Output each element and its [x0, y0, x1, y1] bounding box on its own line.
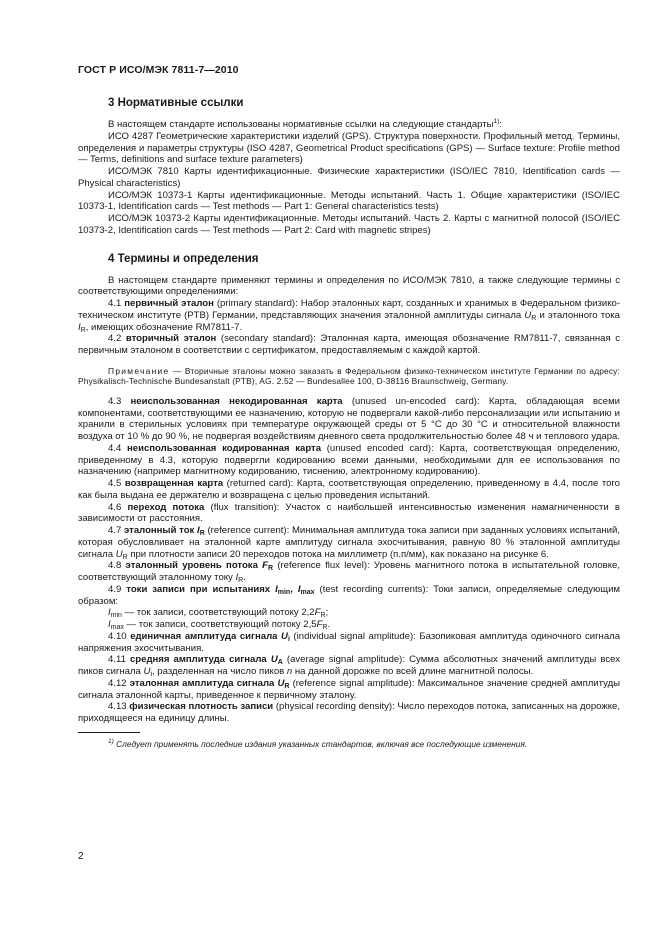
term-4-9-line-min: $I_{min}$ — ток записи, соответствующий потоку $2,2F_R$;: [108, 607, 329, 620]
page-number: 2: [78, 851, 84, 862]
reference-iso-4287: ИСО 4287 Геометрические характеристики изделий (GPS). Структура поверхности. Профильный метод. Термины, определения и параметры структуры (ISO 4287, Geometrical Product specifications (GPS) — Surface texture: Profile method — Terms, definitions and surface texture parameters): [78, 130, 620, 166]
term-4-10: 4.10 единичная амплитуда сигнала $U_i$ (individual signal amplitude): Базопиковая амплитуда одиночного сигнала напряжения эхосчитывания.: [78, 630, 621, 654]
term-4-9: 4.9 токи записи при испытаниях $I_{min}$, $I_{max}$ (test recording currents): Токи записи, определяемые следующим образом:: [78, 583, 620, 607]
term-4-13: 4.13 физическая плотность записи (physical recording density): Число переходов потока, записанных на дорожке, приходящееся на единицу длины.: [78, 701, 620, 724]
section-4-intro: В настоящем стандарте применяют термины и определения по ИСО/МЭК 7810, а также следующие термины с соответствующими определениями:: [78, 274, 620, 298]
footnote-divider: [78, 732, 140, 733]
section-3-heading: 3 Нормативные ссылки: [108, 97, 244, 109]
section-3-intro: В настоящем стандарте использованы нормативные ссылки на следующие стандарты$^{1)}$:: [108, 118, 502, 130]
term-4-7: 4.7 эталонный ток $I_R$ (reference current): Минимальная амплитуда тока записи при заданных условиях испытаний, которая обусловливает на эталонной карте амплитуду сигнала эхосчитывания, равную 80 % эталонной амплитуды сигнала $U_R$ при плотности записи 20 переходов потока на миллиметр (п.п/мм), как показано на рисунке 6.: [78, 525, 620, 561]
footnote: $^{1)}$ Следует применять последние издания указанных стандартов, включая все последующие изменения.: [108, 737, 528, 749]
term-4-3: 4.3 неиспользованная некодированная карта (unused un-encoded card): Карта, обладающая всеми компонентами, соответствующими ее назначению, которую не подвергали какой-либо персонализации или испытанию и хранили в стерильных условиях при температуре окружающей среды от 5 °C до 30 °C и относительной влажности воздуха от 10 % до 90 %, не подвергая воздействиям дневного света продолжительностью более 48 ч и теплового удара.: [78, 395, 621, 442]
reference-iso-iec-10373-1: ИСО/МЭК 10373-1 Карты идентификационные. Методы испытаний. Часть 1. Общие характеристики (ISO/IEC 10373-1, Identification cards — Test methods — Part 1: General characteristics tests): [78, 189, 620, 213]
section-4-heading: 4 Термины и определения: [108, 252, 259, 265]
term-4-12: 4.12 эталонная амплитуда сигнала $U_R$ (reference signal amplitude): Максимальное значение средней амплитуды сигнала эталонной карты, приведенное к первичному эталону.: [78, 677, 621, 701]
document-header: ГОСТ Р ИСО/МЭК 7811-7—2010: [78, 64, 239, 76]
term-4-5: 4.5 возвращенная карта (returned card): Карта, соответствующая определению, приведенному в 4.4, после того как была выдана ее держателю и возвращена с целью проведения испытаний.: [78, 478, 620, 501]
footnote-ref[interactable]: 1): [493, 118, 500, 125]
reference-iso-iec-7810: ИСО/МЭК 7810 Карты идентификационные. Физические характеристики (ISO/IEC 7810, Identification cards — Physical characteristics): [78, 166, 620, 189]
note: Примечание — Вторичные эталоны можно заказать в Федеральном физико-техническом институте Германии по адресу: Physikalisch-Technische Bundesanstalt (PTB), AG. 2.52 — Bundesallee 100, D-38116 Braunschweig, Germany.: [78, 365, 620, 387]
term-4-9-line-max: $I_{max}$ — ток записи, соответствующий потоку $2,5F_R$.: [108, 619, 331, 631]
document-page: [78, 64, 620, 750]
reference-iso-iec-10373-2: ИСО/МЭК 10373-2 Карты идентификационные. Методы испытаний. Часть 2. Карты с магнитной полосой (ISO/IEC 10373-2, Identification cards — Test methods — Part 2: Card with magnetic stripes): [78, 213, 620, 236]
term-4-1: 4.1 первичный эталон (primary standard): Набор эталонных карт, созданных и хранимых в Федеральном физико-техническом институте (PTB) Германии, представляющих значения эталонной амплитуды сигнала $U_R$ и эталонного тока $I_R$, имеющих обозначение RM7811-7.: [78, 298, 620, 334]
term-4-8: 4.8 эталонный уровень потока $F_R$ (reference flux level): Уровень магнитного потока в испытательной головке, соответствующий эталонному току $I_R$.: [78, 560, 621, 584]
term-4-11: 4.11 средняя амплитуда сигнала $U_A$ (average signal amplitude): Сумма абсолютных значений амплитуды всех пиков сигнала $U_i$, разделенная на число пиков n на данной дорожке по всей длине магнитной полосы.: [78, 654, 620, 678]
term-4-2: 4.2 вторичный эталон (secondary standard): Эталонная карта, имеющая обозначение RM7811-7, связанная с первичным эталоном в соответствии с сертификатом, предоставляемым с каждой картой.: [78, 333, 620, 356]
term-4-4: 4.4 неиспользованная кодированная карта (unused encoded card): Карта, соответствующая определению, приведенному в 4.3, которую подвергли кодированию всеми данными, необходимыми для ее использования по назначению (например магнитному кодированию, тиснению, электронному кодированию).: [78, 442, 620, 478]
term-4-6: 4.6 переход потока (flux transition): Участок с наибольшей интенсивностью изменения намагниченности в зависимости от расстояния.: [78, 501, 620, 525]
